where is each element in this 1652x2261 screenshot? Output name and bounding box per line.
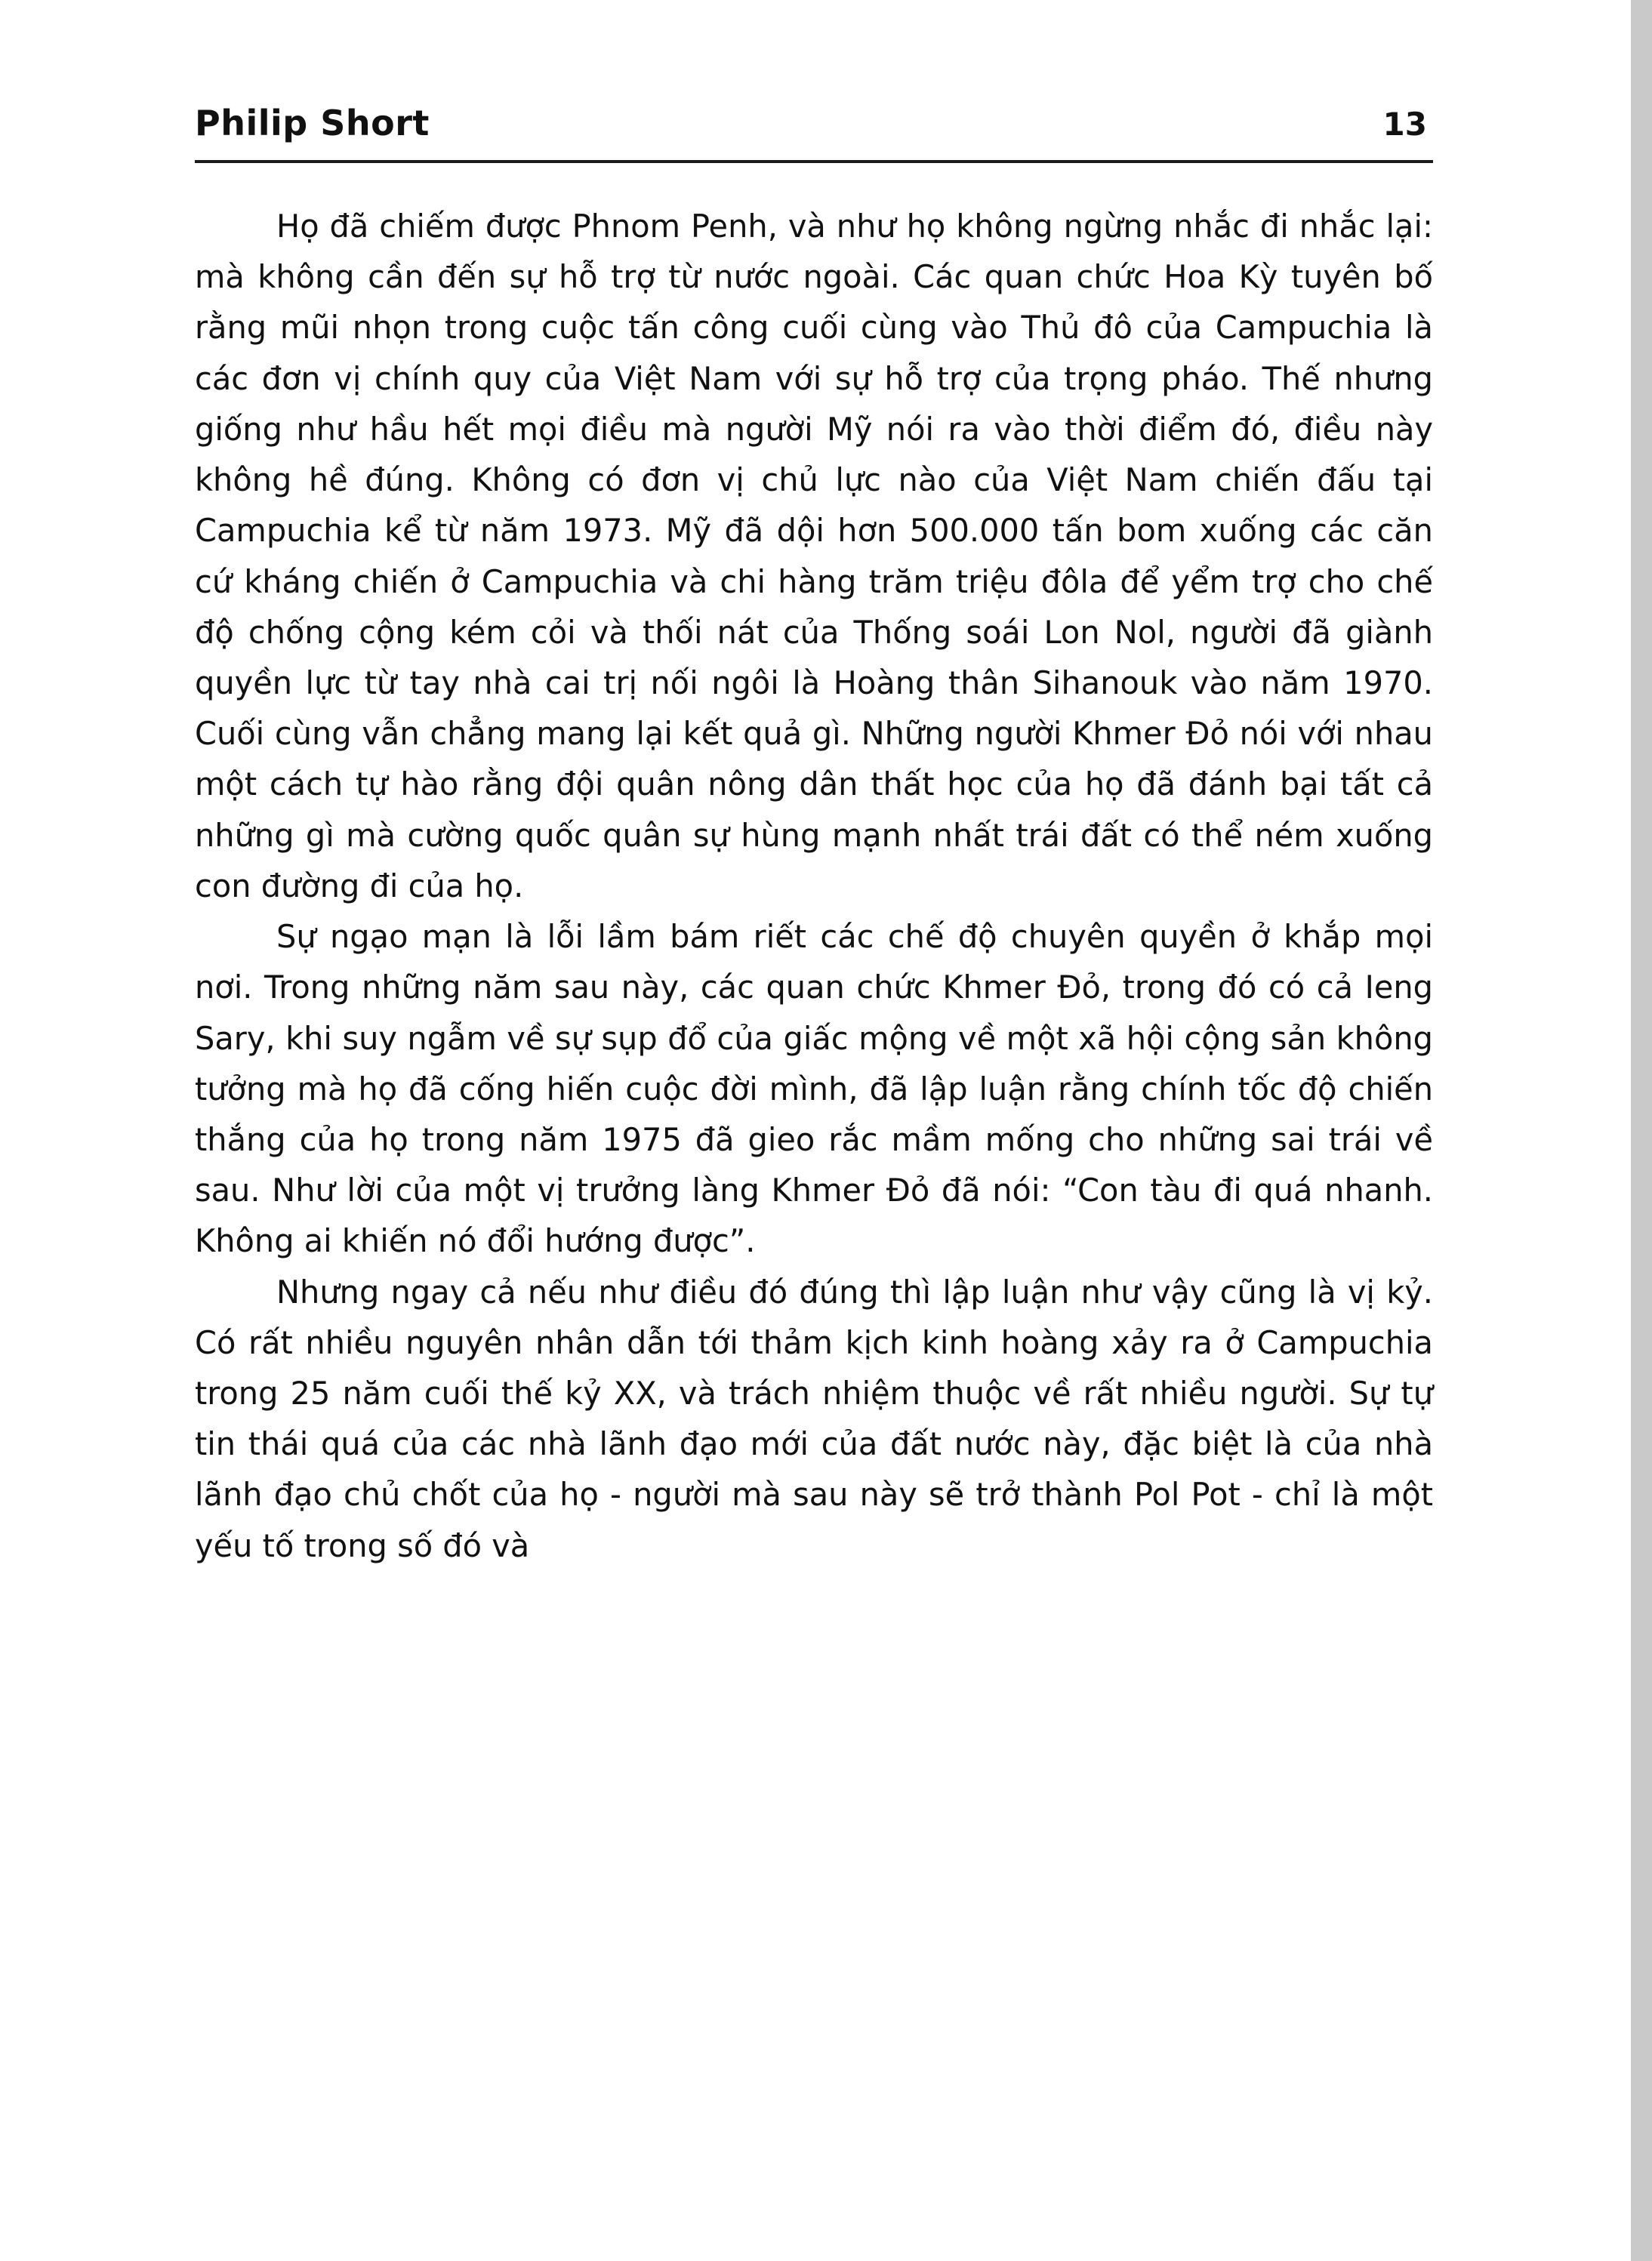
page-edge-shadow bbox=[1631, 0, 1652, 2261]
running-header-author: Philip Short bbox=[195, 103, 430, 143]
paragraph: Sự ngạo mạn là lỗi lầm bám riết các chế độ chuyên quyền ở khắp mọi nơi. Trong những năm sau này, các quan chức Khmer Đỏ, trong đó có cả Ieng Sary, khi suy ngẫm về sự sụp đổ của giấc mộng về một xã hội cộng sản không tưởng mà họ đã cống hiến cuộc đời mình, đã lập luận rằng chính tốc độ chiến thắng của họ trong năm 1975 đã gieo rắc mầm mống cho những sai trái về sau. Như lời của một vị trưởng làng Khmer Đỏ đã nói: “Con tàu đi quá nhanh. Không ai khiến nó đổi hướng được”. bbox=[195, 918, 1433, 1260]
page-number: 13 bbox=[1382, 106, 1427, 143]
paragraph: Nhưng ngay cả nếu như điều đó đúng thì lập luận như vậy cũng là vị kỷ. Có rất nhiều nguyên nhân dẫn tới thảm kịch kinh hoàng xảy ra ở Campuchia trong 25 năm cuối thế kỷ XX, và trách nhiệm thuộc về rất nhiều người. Sự tự tin thái quá của các nhà lãnh đạo mới của đất nước này, đặc biệt là của nhà lãnh đạo chủ chốt của họ - người mà sau này sẽ trở thành Pol Pot - chỉ là một yếu tố trong số đó và bbox=[195, 1273, 1433, 1564]
running-header bbox=[195, 103, 1433, 163]
paragraph: Họ đã chiếm được Phnom Penh, và như họ không ngừng nhắc đi nhắc lại: mà không cần đến sự hỗ trợ từ nước ngoài. Các quan chức Hoa Kỳ tuyên bố rằng mũi nhọn trong cuộc tấn công cuối cùng vào Thủ đô của Campuchia là các đơn vị chính quy của Việt Nam với sự hỗ trợ của trọng pháo. Thế nhưng giống như hầu hết mọi điều mà người Mỹ nói ra vào thời điểm đó, điều này không hề đúng. Không có đơn vị chủ lực nào của Việt Nam chiến đấu tại Campuchia kể từ năm 1973. Mỹ đã dội hơn 500.000 tấn bom xuống các căn cứ kháng chiến ở Campuchia và chi hàng trăm triệu đôla để yểm trợ cho chế độ chống cộng kém cỏi và thối nát của Thống soái Lon Nol, người đã giành quyền lực từ tay nhà cai trị nối ngôi là Hoàng thân Sihanouk vào năm 1970. Cuối cùng vẫn chẳng mang lại kết quả gì. Những người Khmer Đỏ nói với nhau một cách tự hào rằng đội quân nông dân thất học của họ đã đánh bại tất cả những gì mà cường quốc quân sự hùng mạnh nhất trái đất có thể ném xuống con đường đi của họ. bbox=[195, 208, 1433, 904]
page-content bbox=[195, 103, 1433, 1571]
body-text bbox=[195, 201, 1433, 1571]
